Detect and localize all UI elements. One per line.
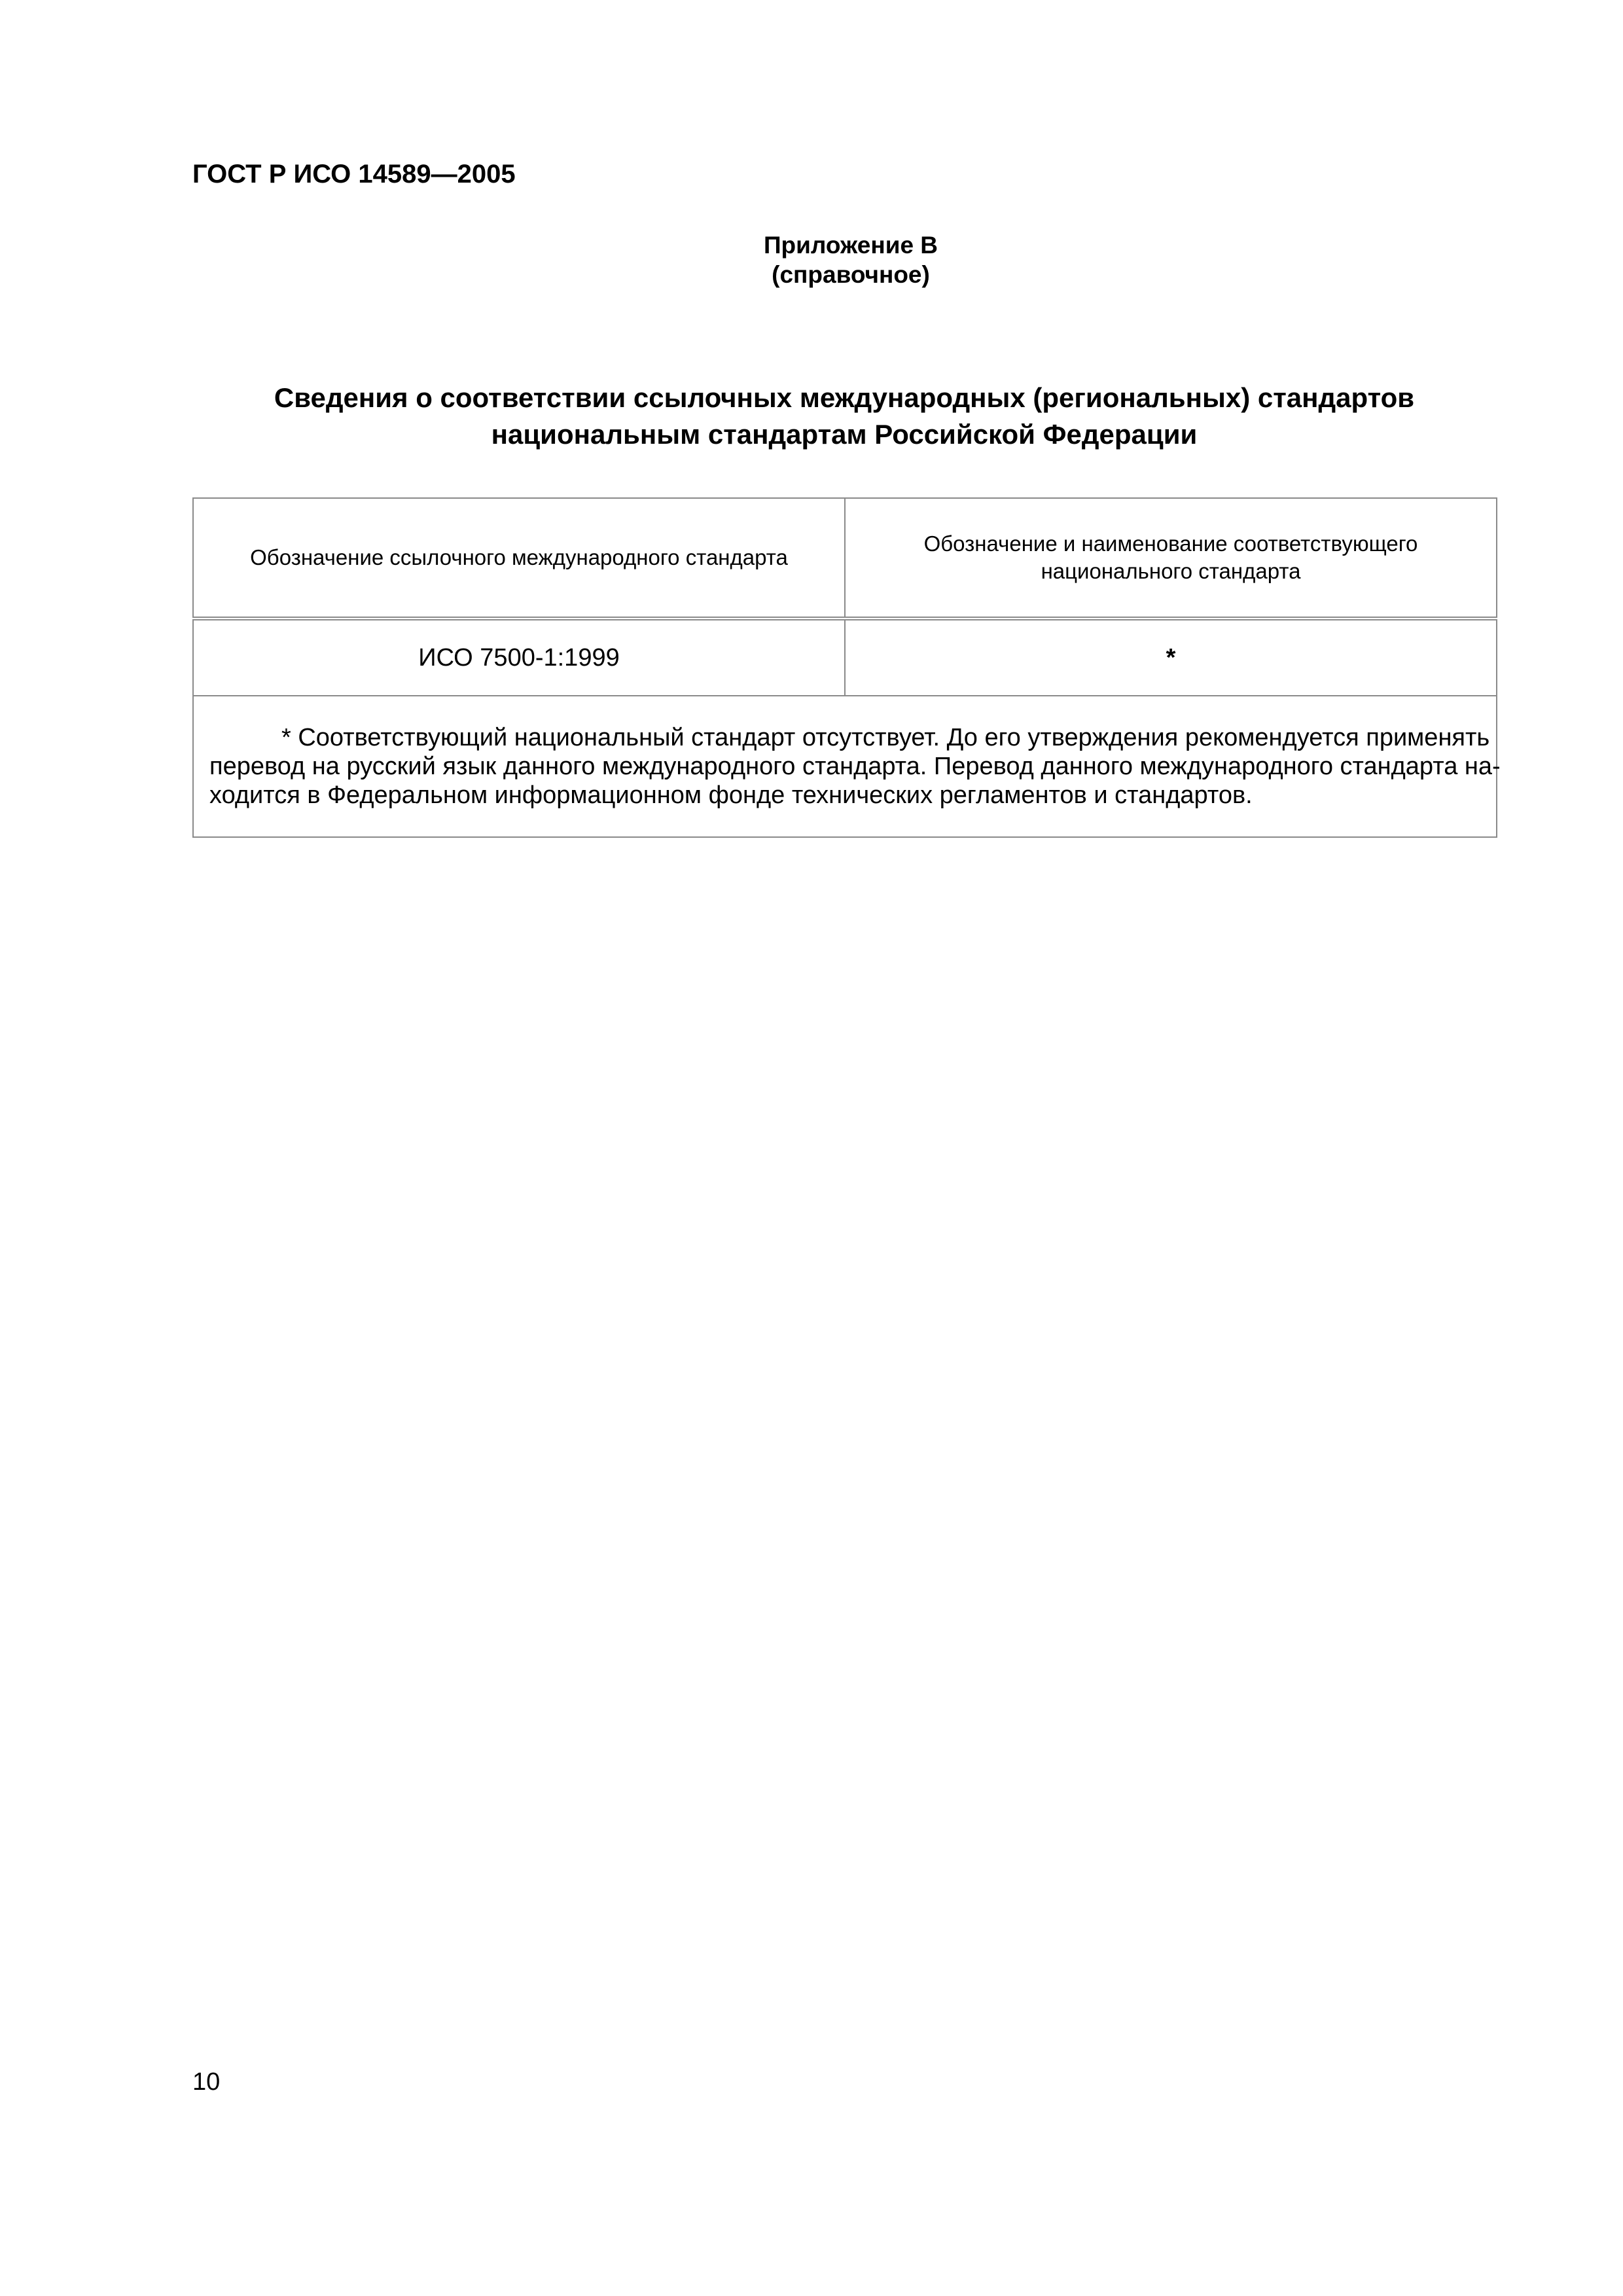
footnote-line-2: перевод на русский язык данного международного стандарта. Перевод данного международного стандарта на- [209,753,1501,780]
header-national-standard [845,498,1497,619]
page-number: 10 [192,2068,221,2096]
header-national-standard-line-2: национального стандарта [1041,559,1301,583]
cell-national-standard: * [845,619,1497,696]
annex-heading [576,230,1126,289]
header-reference-standard-label: Обозначение ссылочного международного стандарта [250,545,788,569]
table-header-row [193,498,1497,619]
table-row [193,619,1497,696]
header-reference-standard [193,498,845,619]
footnote-line-3: ходится в Федеральном информационном фонде технических регламентов и стандартов. [209,781,1253,809]
header-national-standard-line-1: Обозначение и наименование соответствующего [923,531,1418,556]
section-title [192,380,1496,453]
table-footnote [193,696,1501,837]
cell-reference-standard: ИСО 7500-1:1999 [193,619,845,696]
section-title-line-2: национальным стандартам Российской Федерации [491,419,1198,450]
annex-status: (справочное) [772,261,930,288]
document-code: ГОСТ Р ИСО 14589—2005 [192,160,516,188]
section-title-line-1: Сведения о соответствии ссылочных международных (региональных) стандартов [274,382,1415,413]
footnote-line-1: * Соответствующий национальный стандарт отсутствует. До его утверждения рекомендуется применять [281,724,1490,751]
table-footnote-row [193,696,1497,837]
reference-standards-table [192,497,1501,838]
annex-title: Приложение В [763,232,938,259]
